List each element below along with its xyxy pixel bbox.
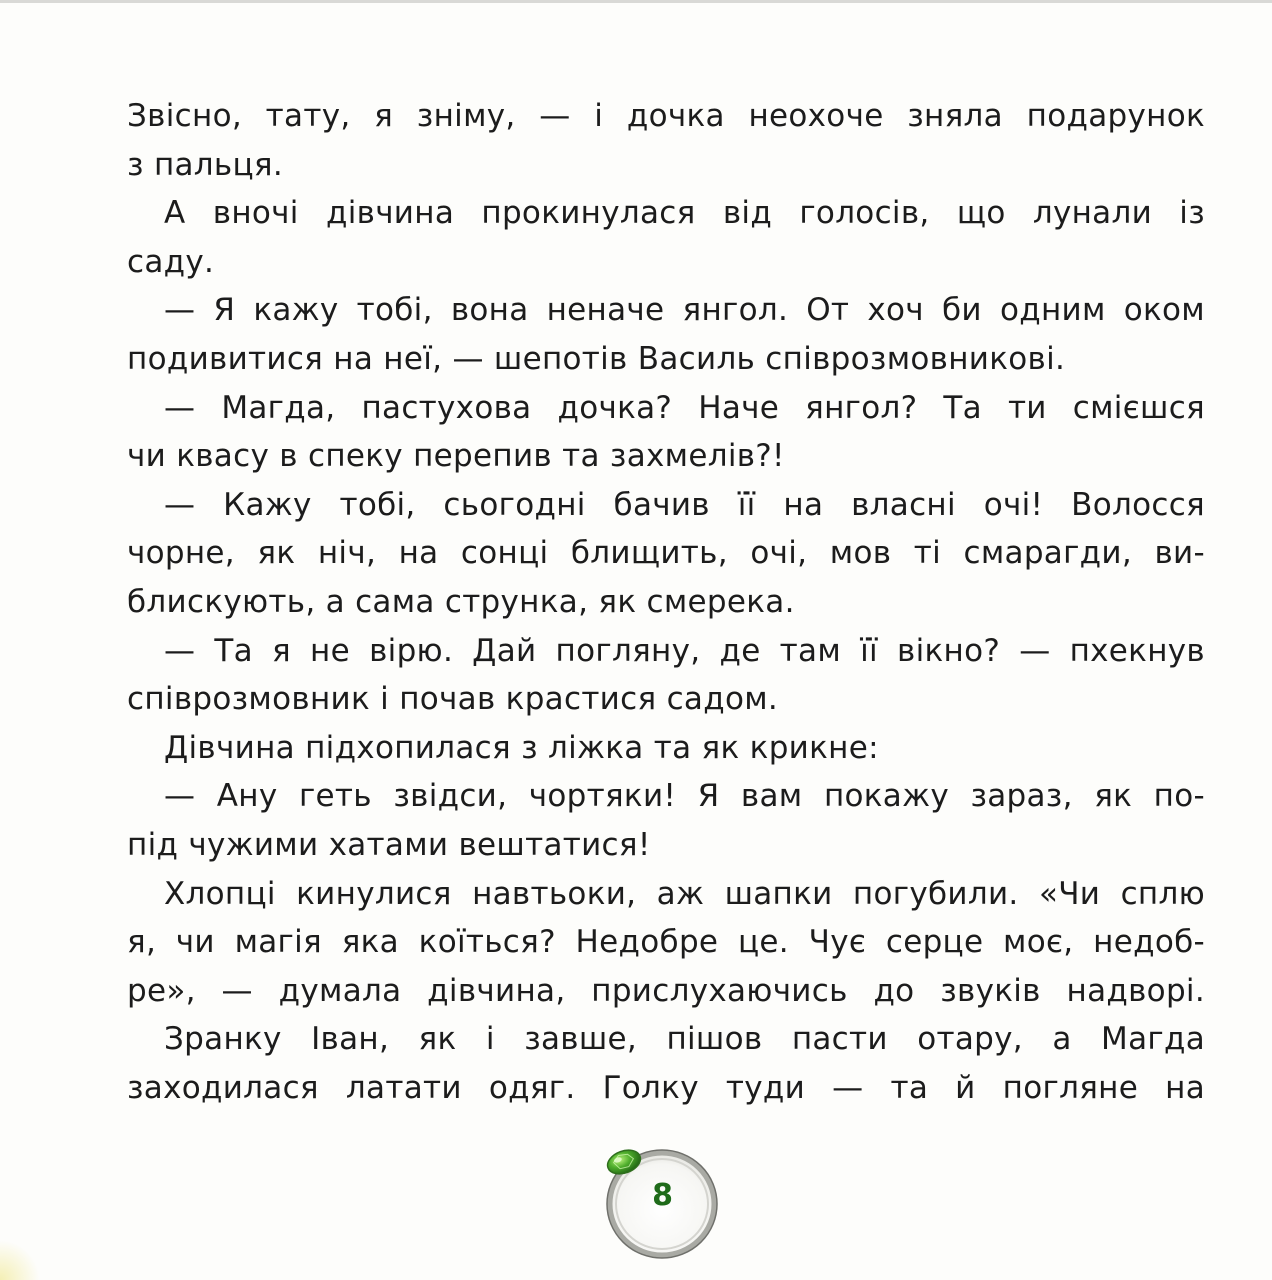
page-number-badge — [600, 1140, 725, 1262]
text-line: Хлопці кинулися навтьоки, аж шапки погубили. «Чи сплю — [164, 875, 1205, 912]
text-line: А вночі дівчина прокинулася від голосів, що лунали із — [164, 195, 1205, 232]
text-line: Зранку Іван, як і завше, пішов пасти отару, а Магда — [164, 1021, 1205, 1058]
text-line: чорне, як ніч, на сонці блищить, очі, мов ті смарагди, ви- — [127, 535, 1205, 572]
text-line: подивитися на неї, — шепотів Василь співрозмовникові. — [127, 340, 1066, 377]
page-number: 8 — [652, 1178, 673, 1213]
text-line: заходилася латати одяг. Голку туди — та й погляне на — [127, 1069, 1205, 1106]
text-line: — Кажу тобі, сьогодні бачив її на власні очі! Волосся — [164, 486, 1205, 523]
text-line: — Ану геть звідси, чортяки! Я вам покажу зараз, як по- — [164, 778, 1205, 815]
text-line: я, чи магія яка коїться? Недобре це. Чує серце моє, недоб- — [127, 924, 1205, 961]
text-line: Звісно, тату, я зніму, — і дочка неохоче зняла подарунок — [127, 98, 1205, 134]
text-line: блискують, а сама струнка, як смерека. — [127, 583, 795, 620]
text-line: чи квасу в спеку перепив та захмелів?! — [127, 438, 785, 475]
text-line: ре», — думала дівчина, прислухаючись до звуків надворі. — [127, 972, 1205, 1009]
text-line: під чужими хатами вештатися! — [127, 826, 651, 863]
story-text — [127, 92, 1205, 1112]
text-line: — Та я не вірю. Дай погляну, де там її вікно? — пхекнув — [164, 632, 1205, 669]
text-line: — Магда, пастухова дочка? Наче янгол? Та ти смієшся — [164, 389, 1205, 426]
text-line: саду. — [127, 243, 215, 280]
text-line: — Я кажу тобі, вона неначе янгол. От хоч би одним оком — [164, 292, 1205, 329]
text-line: з пальця. — [127, 146, 283, 183]
corner-decoration — [0, 1240, 40, 1280]
text-line: співрозмовник і почав крастися садом. — [127, 681, 779, 718]
text-line: Дівчина підхопилася з ліжка та як крикне: — [164, 729, 879, 766]
top-edge-divider — [0, 0, 1272, 3]
